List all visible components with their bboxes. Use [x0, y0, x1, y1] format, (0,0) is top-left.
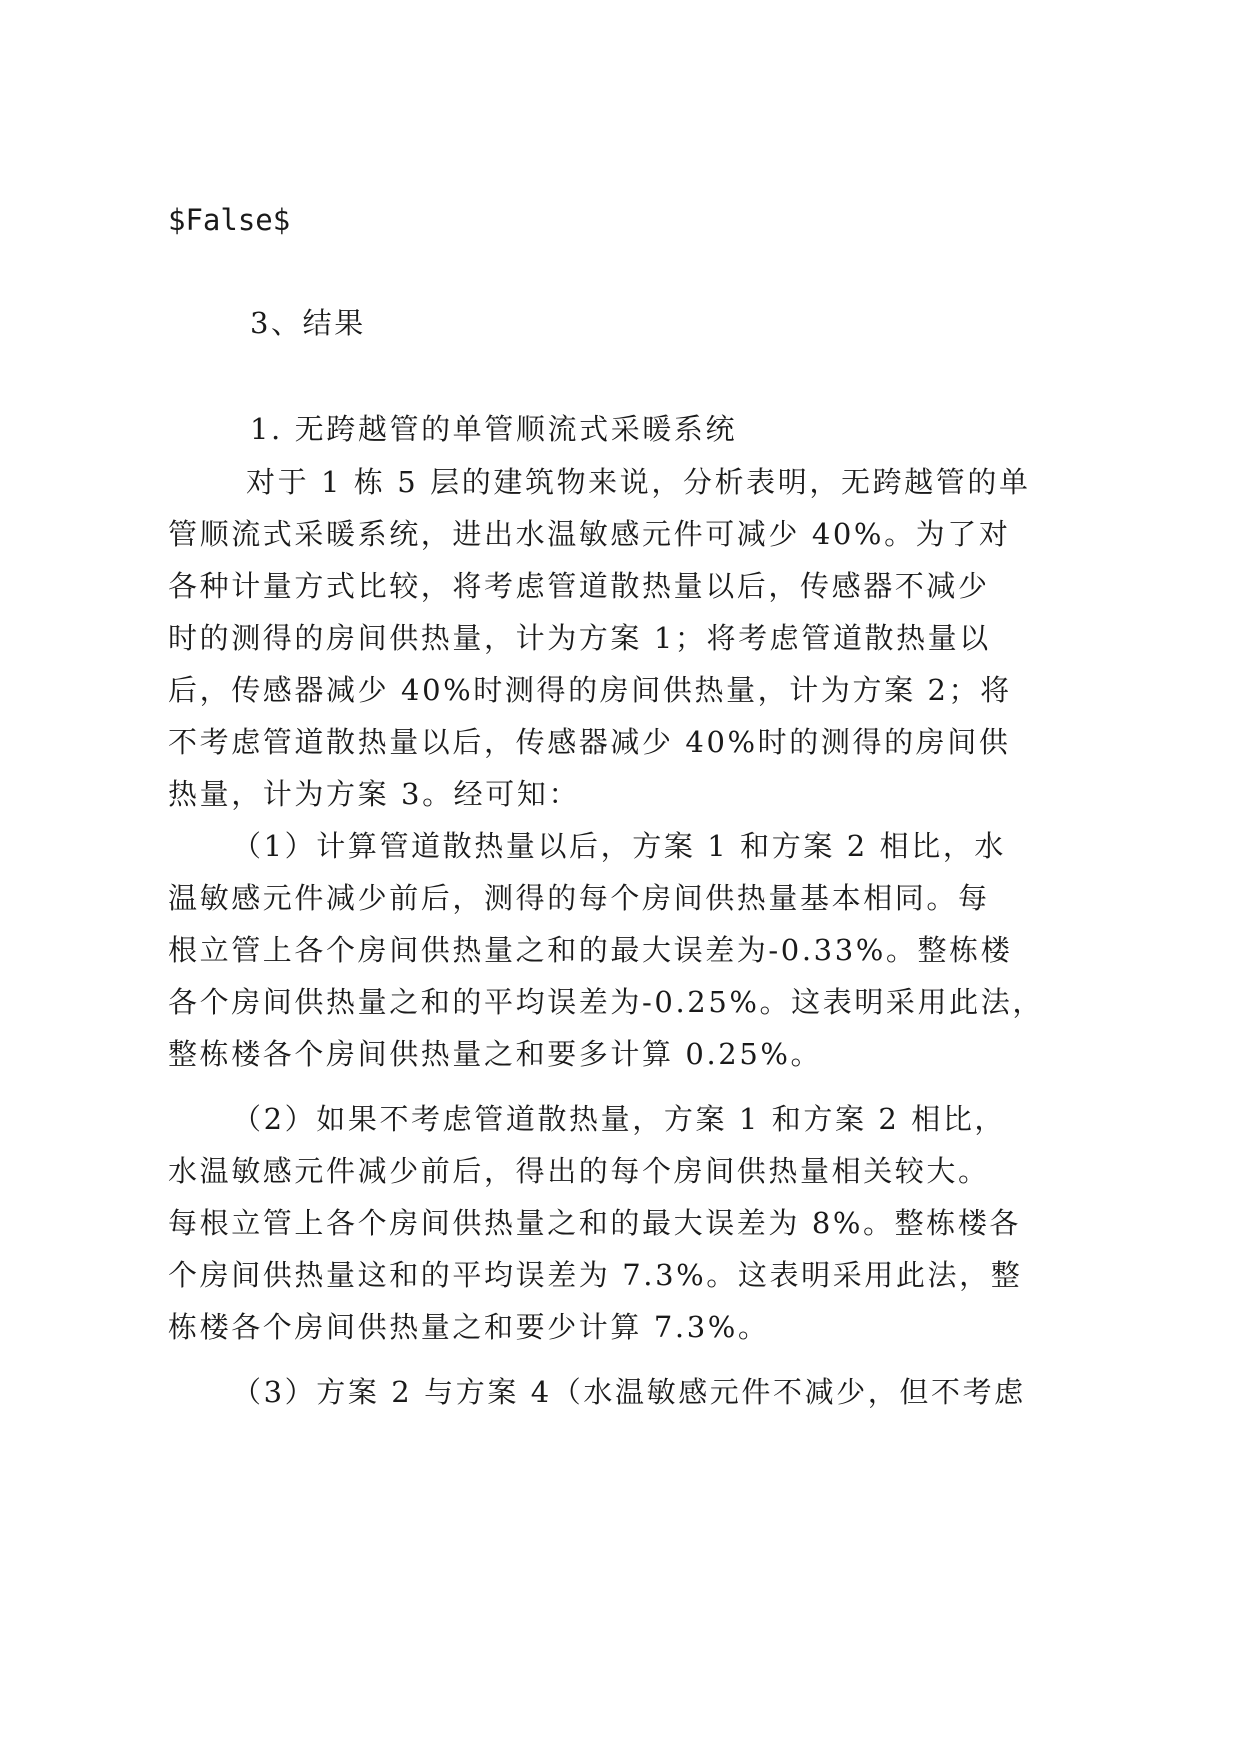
- list-item-line: 整栋楼各个房间供热量之和要多计算 0.25%。: [168, 1037, 823, 1071]
- list-item-line: （3）方案 2 与方案 4（水温敏感元件不减少，但不考虑: [232, 1375, 1026, 1409]
- list-item-line: 栋楼各个房间供热量之和要少计算 7.3%。: [168, 1310, 770, 1344]
- placeholder-text: $False$: [168, 203, 291, 237]
- list-item-line: 个房间供热量这和的平均误差为 7.3%。这表明采用此法，整: [168, 1258, 1023, 1292]
- paragraph-line: 管顺流式采暖系统，进出水温敏感元件可减少 40%。为了对: [168, 517, 1011, 551]
- list-item-line: 温敏感元件减少前后，测得的每个房间供热量基本相同。每: [168, 881, 990, 915]
- paragraph-line: 各种计量方式比较，将考虑管道散热量以后，传感器不减少: [168, 569, 990, 603]
- paragraph-line: 对于 1 栋 5 层的建筑物来说，分析表明，无跨越管的单: [246, 465, 1031, 499]
- paragraph-line: 热量，计为方案 3。经可知：: [168, 777, 581, 811]
- list-item-line: （2）如果不考虑管道散热量，方案 1 和方案 2 相比，: [232, 1102, 1007, 1136]
- list-item-line: 每根立管上各个房间供热量之和的最大误差为 8%。整栋楼各: [168, 1206, 1022, 1240]
- list-item-line: （1）计算管道散热量以后，方案 1 和方案 2 相比，水: [232, 829, 1007, 863]
- section-heading: 3、结果: [250, 306, 366, 340]
- paragraph-line: 时的测得的房间供热量，计为方案 1；将考虑管道散热量以: [168, 621, 991, 655]
- paragraph-line: 后，传感器减少 40%时测得的房间供热量，计为方案 2；将: [168, 673, 1012, 707]
- list-item-line: 各个房间供热量之和的平均误差为-0.25%。这表明采用此法，: [168, 985, 1044, 1019]
- list-item-line: 根立管上各个房间供热量之和的最大误差为-0.33%。整栋楼: [168, 933, 1013, 967]
- subheading: 1. 无跨越管的单管顺流式采暖系统: [250, 412, 738, 446]
- paragraph-line: 不考虑管道散热量以后，传感器减少 40%时的测得的房间供: [168, 725, 1011, 759]
- list-item-line: 水温敏感元件减少前后，得出的每个房间供热量相关较大。: [168, 1154, 990, 1188]
